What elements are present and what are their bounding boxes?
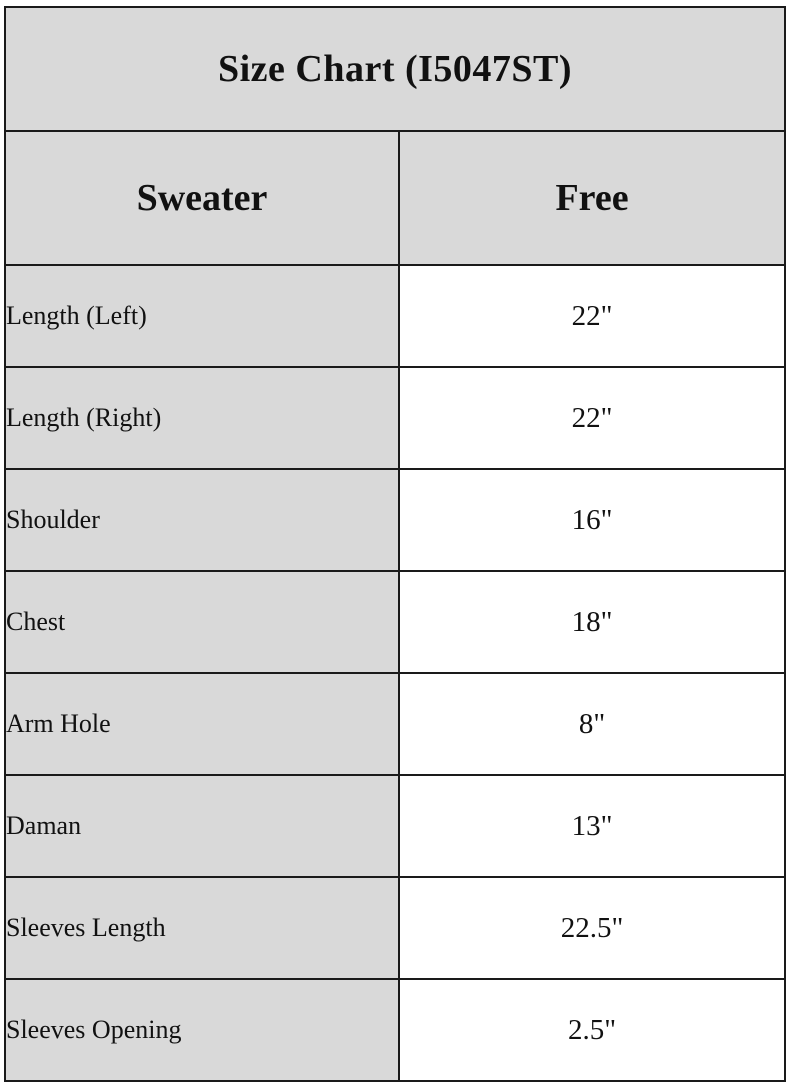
table-row <box>5 877 785 979</box>
table-row <box>5 469 785 571</box>
measurement-label: Length (Right) <box>5 367 399 469</box>
measurement-value: 22.5" <box>399 877 785 979</box>
measurement-value: 16" <box>399 469 785 571</box>
table-row <box>5 367 785 469</box>
size-chart-table <box>4 6 786 1082</box>
measurement-label: Daman <box>5 775 399 877</box>
chart-title: Size Chart (I5047ST) <box>5 7 785 131</box>
measurement-value: 13" <box>399 775 785 877</box>
measurement-label: Shoulder <box>5 469 399 571</box>
header-row <box>5 131 785 265</box>
measurement-label: Sleeves Opening <box>5 979 399 1081</box>
measurement-label: Arm Hole <box>5 673 399 775</box>
table-row <box>5 571 785 673</box>
table-row <box>5 979 785 1081</box>
measurement-label: Length (Left) <box>5 265 399 367</box>
column-header-category: Sweater <box>5 131 399 265</box>
measurement-value: 22" <box>399 367 785 469</box>
measurement-label: Sleeves Length <box>5 877 399 979</box>
column-header-size: Free <box>399 131 785 265</box>
title-row <box>5 7 785 131</box>
measurement-value: 2.5" <box>399 979 785 1081</box>
measurement-value: 22" <box>399 265 785 367</box>
measurement-value: 18" <box>399 571 785 673</box>
measurement-label: Chest <box>5 571 399 673</box>
table-row <box>5 775 785 877</box>
table-row <box>5 265 785 367</box>
measurement-value: 8" <box>399 673 785 775</box>
table-row <box>5 673 785 775</box>
